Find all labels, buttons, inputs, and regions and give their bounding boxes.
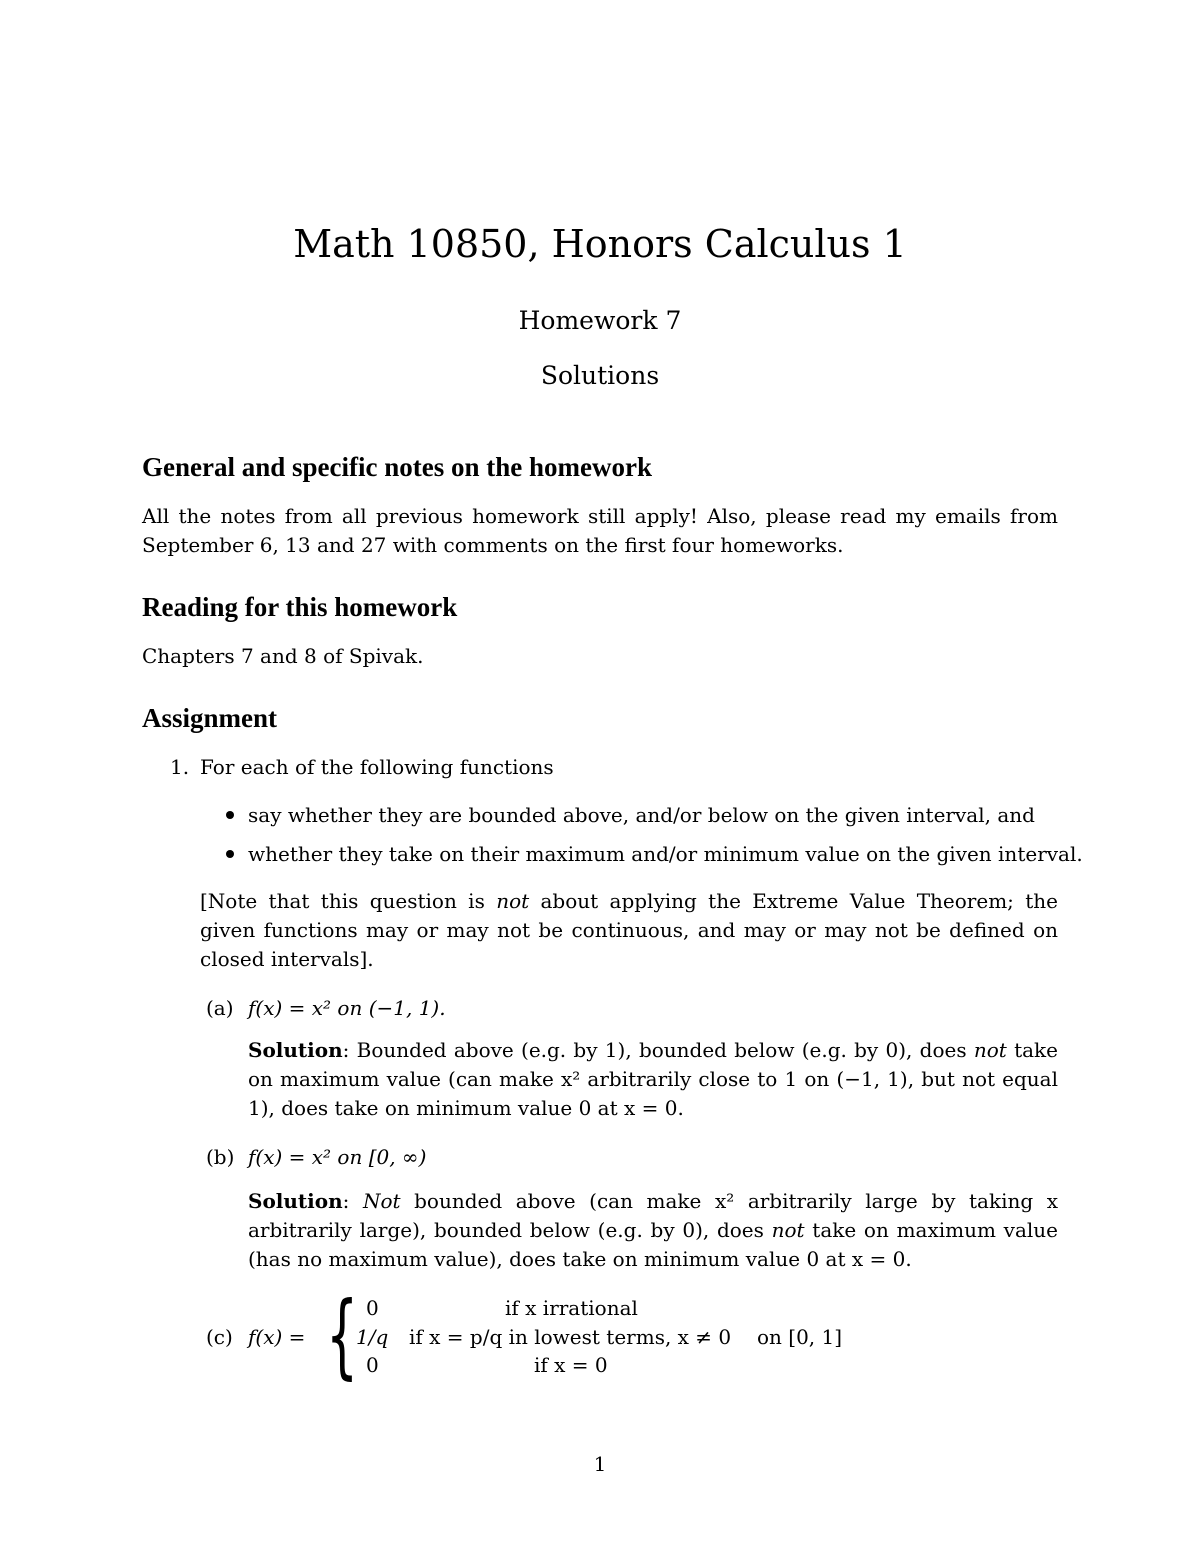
case-value: 1/q: [356, 1325, 389, 1349]
note-emphasis: not: [496, 889, 530, 913]
part-a-solution: [248, 1036, 1058, 1123]
solution-text-end: take on maximum value (has no maximum value), does take on minimum value 0 at x = 0.: [248, 1218, 1058, 1271]
notes-line-1: All the notes from all previous homework still apply! Also, please read my emails from: [142, 504, 1058, 528]
bullet-icon: [226, 811, 234, 819]
problem-1-intro: For each of the following functions: [200, 755, 554, 779]
case-condition: if x = 0: [534, 1353, 608, 1377]
part-c-interval: on [0, 1]: [757, 1325, 843, 1349]
case-value: 0: [366, 1353, 379, 1377]
note-text-end: about applying the Extreme Value Theorem; the given functions may or may not be continuous, and may or may not be defined on closed intervals].: [200, 889, 1058, 971]
part-b-solution: [248, 1187, 1058, 1274]
notes-line-2: September 6, 13 and 27 with comments on the first four homeworks.: [142, 533, 844, 557]
reading-text: Chapters 7 and 8 of Spivak.: [142, 644, 424, 668]
problem-1-number: 1.: [170, 755, 190, 779]
bullet-text: say whether they are bounded above, and/or below on the given interval, and: [248, 803, 1035, 827]
left-brace: {: [326, 1282, 359, 1389]
solution-emphasis: Not: [362, 1189, 401, 1213]
section-heading-notes: General and specific notes on the homework: [142, 452, 652, 482]
bullet-item: [226, 840, 1083, 869]
document-subtitle: Solutions: [540, 361, 660, 390]
bullet-icon: [226, 850, 234, 858]
solution-label: Solution: [248, 1038, 343, 1062]
homework-number: Homework 7: [518, 306, 682, 335]
part-b-statement: f(x) = x² on [0, ∞): [248, 1145, 427, 1169]
bullet-item: [226, 801, 1035, 830]
problem-1-note: [200, 887, 1058, 974]
solution-emphasis: not: [771, 1218, 805, 1242]
solution-emphasis: not: [973, 1038, 1007, 1062]
case-condition: if x = p/q in lowest terms, x ≠ 0: [409, 1325, 732, 1349]
solution-text-middle: bounded above (can make x² arbitrarily large by taking x arbitrarily large), bounded below (e.g. by 0), does: [248, 1189, 1058, 1242]
part-c-label: (c): [206, 1325, 233, 1349]
section-heading-reading: Reading for this homework: [142, 592, 458, 622]
bullet-text: whether they take on their maximum and/or minimum value on the given interval.: [248, 842, 1083, 866]
document-title: Math 10850, Honors Calculus 1: [293, 222, 907, 266]
part-a-label: (a): [206, 996, 234, 1020]
section-heading-assignment: Assignment: [142, 703, 278, 733]
solution-label: Solution: [248, 1189, 343, 1213]
solution-text-end: take on maximum value (can make x² arbitrarily close to 1 on (−1, 1), but not equal 1), does take on minimum value 0 at x = 0.: [248, 1038, 1058, 1120]
part-c-lhs: f(x) =: [248, 1325, 306, 1349]
case-value: 0: [366, 1296, 379, 1320]
part-a-statement: f(x) = x² on (−1, 1).: [248, 996, 446, 1020]
solution-text-start: : Bounded above (e.g. by 1), bounded below (e.g. by 0), does: [342, 1038, 974, 1062]
page-number: 1: [593, 1452, 607, 1476]
solution-colon: :: [342, 1189, 363, 1213]
case-condition: if x irrational: [505, 1296, 638, 1320]
part-b-label: (b): [206, 1145, 235, 1169]
note-text-start: [Note that this question is: [200, 889, 497, 913]
